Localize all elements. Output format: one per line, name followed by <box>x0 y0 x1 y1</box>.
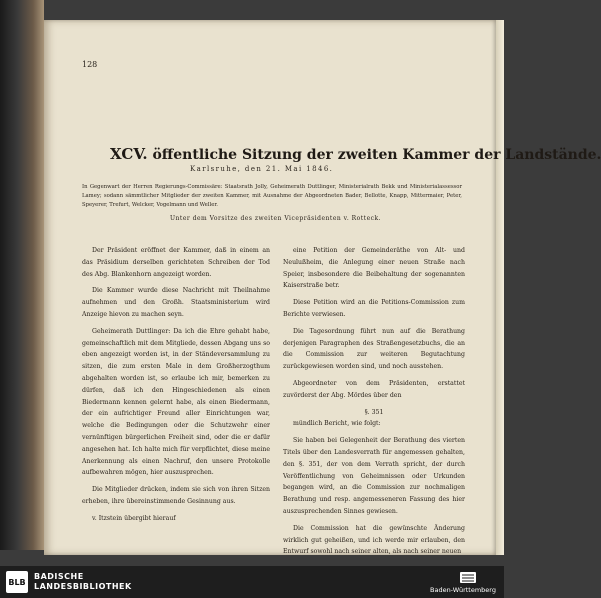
paragraph: eine Petition der Gemeinderäthe von Alt- und Neulußheim, die Anlegung einer neuen Straße nach Speier, insbesondere die Beibehaltung der sogenannten Kaiserstraße betr. <box>283 247 465 290</box>
paragraph: v. Itzstein übergibt hierauf <box>92 514 176 522</box>
section-heading: §. 351 <box>364 408 384 416</box>
paragraph: Geheimerath Duttlinger: Da ich die Ehre gehabt habe, gemeinschaftlich mit dem Mitgliede, dessen Abgang uns so eben angezeigt worden ist, in der Ständeversammlung zu sitzen, die zum ersten Male in dem Großherzogthum abgehalten worden ist, so erlaube ich mir, bemerken zu dürfen, daß ich den Hingeschiedenen als einen Biedermann kennen gelernt habe, als einen Biedermann, der ein aufrichtiger Freund aller Einrichtungen war, welche die Bedingungen oder die Schutzwehr einer vernünftigen bürgerlichen Freiheit sind, oder die er dafür angesehen hat. Ich halte mich für verpflichtet, diese meine Anerkennung als einen Nachruf, den unsere Protokolle aufbewahren mögen, hier auszusprechen. <box>82 327 270 477</box>
library-name-line1: BADISCHE <box>34 572 84 581</box>
library-name-line2: LANDESBIBLIOTHEK <box>34 582 132 591</box>
chair-note: Unter dem Vorsitze des zweiten Vicepräsidenten v. Rotteck. <box>170 215 382 222</box>
page-edge <box>496 20 504 555</box>
library-logo[interactable]: BLB <box>6 571 28 593</box>
session-number: XCV. <box>110 145 148 163</box>
page-title <box>110 145 601 163</box>
paragraph: Die Mitglieder drücken, indem sie sich von ihren Sitzen erheben, ihre übereinstimmende Gesinnung aus. <box>82 486 270 505</box>
paragraph: Der Präsident eröffnet der Kammer, daß in einem an das Präsidium derselben gerichteten Schreiben der Tod des Abg. Blankenhorn angezeigt worden. <box>82 247 270 278</box>
session-title: öffentliche Sitzung der zweiten Kammer der Landstände. <box>152 147 601 163</box>
paragraph: mündlich Bericht, wie folgt: <box>293 420 381 428</box>
paragraph: Die Commission hat die gewünschte Änderung wirklich gut geheißen, und ich werde mir erlauben, den Entwurf sowohl nach seiner alten, als nach seiner neuen <box>283 524 465 556</box>
dateline: Karlsruhe, den 21. Mai 1846. <box>190 165 334 173</box>
paragraph: Die Tagesordnung führt nun auf die Berathung derjenigen Paragraphen des Straßengesetzbuchs, die an die Commission zur weiteren Begutachtung zurückgewiesen worden sind, und noch ausstehen. <box>283 327 465 371</box>
paragraph: Die Kammer wurde diese Nachricht mit Theilnahme aufnehmen und den Großh. Staatsministerium wird Anzeige hievon zu machen seyn. <box>82 287 270 318</box>
library-name[interactable] <box>34 572 132 592</box>
left-column <box>82 245 270 530</box>
paragraph: Sie haben bei Gelegenheit der Berathung des vierten Titels über den Landesverrath für angemessen gehalten, den §. 351, der von dem Verrath spricht, der durch Veröffentlichung von Geheimnissen oder Urkunden begangen wird, an die Commission zur nochmaligen Berathung und resp. angemesseneren Fassung des hier auszusprechenden Sinnes gewiesen. <box>283 437 465 515</box>
coat-of-arms-icon <box>459 570 477 584</box>
paragraph: Abgeordneter von dem Präsidenten, erstattet zuvörderst der Abg. Mördes über den <box>283 379 465 399</box>
paragraph: Diese Petition wird an die Petitions-Commission zum Berichte verwiesen. <box>283 299 465 318</box>
right-column <box>283 245 465 563</box>
attendance-note: In Gegenwart der Herren Regierungs-Commissäre: Staatsrath Jolly, Geheimerath Duttlinger, Ministerialrath Bekk und Ministerialassessor Lamey; sodann sämmtlicher Mitglieder der zweiten Kammer, mit Ausnahme der Abgeordneten Bader, Bellotte, Knapp, Mittermaier, Peter, Speyerer, Trefurt, Welcker, Vogelmann und Weller. <box>82 184 462 208</box>
region-label: Baden-Württemberg <box>430 586 496 594</box>
page-number: 128 <box>82 60 98 69</box>
book-spine <box>0 0 44 550</box>
